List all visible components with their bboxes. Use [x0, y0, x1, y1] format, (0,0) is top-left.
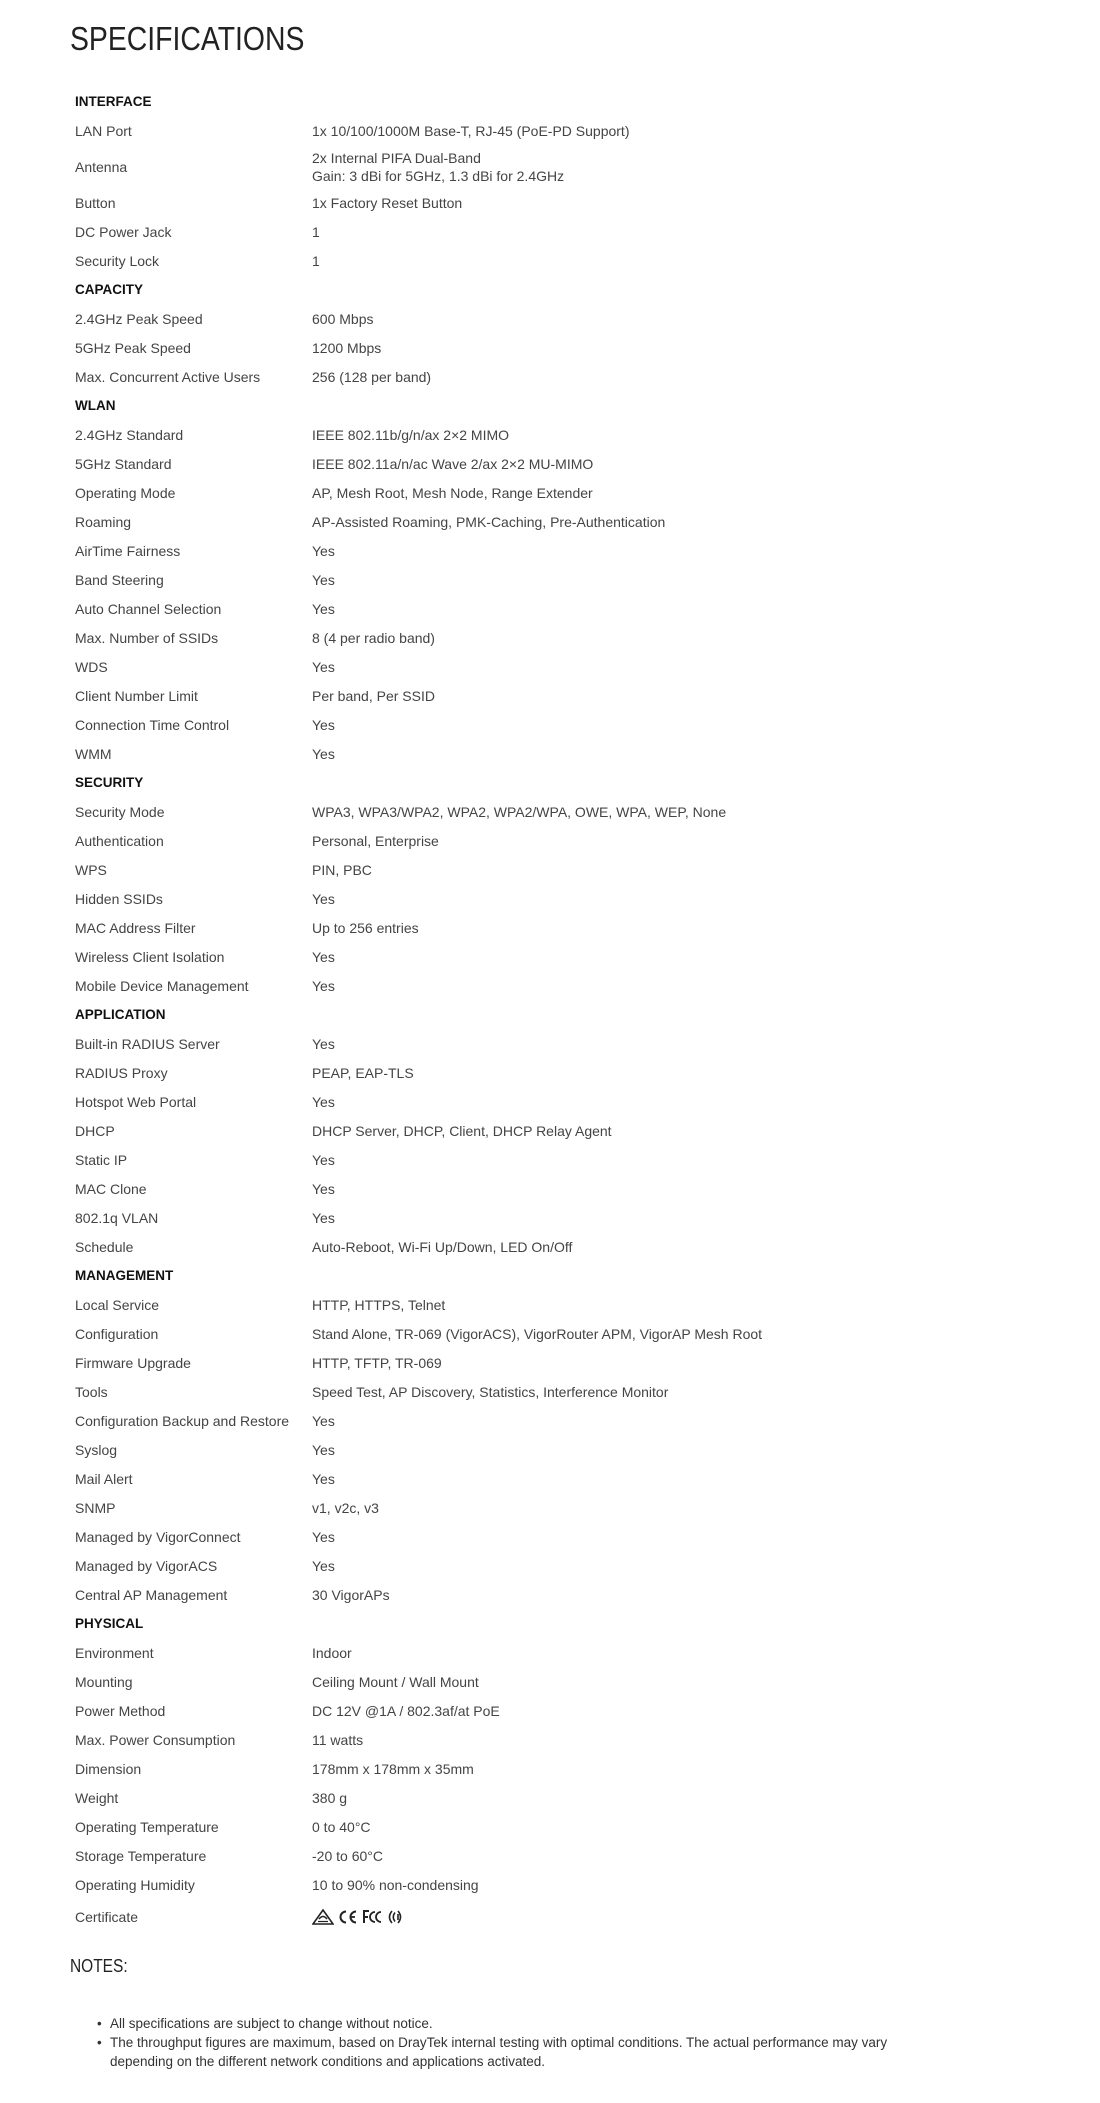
spec-key: WMM — [75, 745, 112, 762]
spec-key: Max. Number of SSIDs — [75, 629, 219, 646]
section-header-management — [70, 1261, 970, 1290]
spec-row-2-4ghz-standard — [70, 420, 970, 449]
spec-key: Static IP — [75, 1151, 128, 1168]
spec-row-storage-temperature — [70, 1841, 970, 1870]
spec-row-dimension — [70, 1754, 970, 1783]
ncc-mark-icon — [387, 1909, 405, 1925]
spec-value: WPA3, WPA3/WPA2, WPA2, WPA2/WPA, OWE, WPA, WEP, None — [312, 803, 727, 820]
spec-key: Firmware Upgrade — [75, 1354, 191, 1371]
spec-value: 11 watts — [312, 1731, 364, 1748]
spec-row-central-ap-management — [70, 1580, 970, 1609]
spec-row-wps — [70, 855, 970, 884]
spec-row-firmware-upgrade — [70, 1348, 970, 1377]
section-header-physical — [70, 1609, 970, 1638]
spec-row-syslog — [70, 1435, 970, 1464]
spec-value: DHCP Server, DHCP, Client, DHCP Relay Agent — [312, 1122, 612, 1139]
spec-key: Managed by VigorConnect — [75, 1528, 241, 1545]
notes-title: NOTES: — [70, 1956, 128, 1976]
spec-value: AP, Mesh Root, Mesh Node, Range Extender — [312, 484, 593, 501]
spec-value: Per band, Per SSID — [312, 687, 435, 704]
spec-key: LAN Port — [75, 122, 132, 139]
spec-row-radius-proxy — [70, 1058, 970, 1087]
note-item: • All specifications are subject to change without notice. — [110, 2014, 940, 2033]
spec-value: AP-Assisted Roaming, PMK-Caching, Pre-Authentication — [312, 513, 666, 530]
spec-key: Syslog — [75, 1441, 118, 1458]
spec-row-mounting — [70, 1667, 970, 1696]
spec-key: Local Service — [75, 1296, 160, 1313]
spec-key: Environment — [75, 1644, 154, 1661]
spec-value: 1200 Mbps — [312, 339, 382, 356]
spec-row-5ghz-standard — [70, 449, 970, 478]
spec-row-wmm — [70, 739, 970, 768]
spec-row-mobile-device-management — [70, 971, 970, 1000]
section-header-application — [70, 1000, 970, 1029]
spec-value: 380 g — [312, 1789, 348, 1806]
spec-value: Yes — [312, 658, 335, 675]
page-title: SPECIFICATIONS — [70, 20, 305, 57]
spec-value-line: 2x Internal PIFA Dual-Band — [312, 149, 481, 166]
spec-row-hidden-ssids — [70, 884, 970, 913]
spec-row-managed-by-vigorconnect — [70, 1522, 970, 1551]
spec-row-static-ip — [70, 1145, 970, 1174]
spec-value-line: Gain: 3 dBi for 5GHz, 1.3 dBi for 2.4GHz — [312, 167, 565, 184]
section-title: MANAGEMENT — [75, 1268, 174, 1283]
specifications-page — [70, 0, 1030, 2069]
spec-key: RADIUS Proxy — [75, 1064, 168, 1081]
spec-key: Auto Channel Selection — [75, 600, 222, 617]
spec-row-snmp — [70, 1493, 970, 1522]
spec-key: Storage Temperature — [75, 1847, 207, 1864]
spec-key: Mounting — [75, 1673, 133, 1690]
spec-key: Connection Time Control — [75, 716, 230, 733]
spec-row-antenna — [70, 145, 970, 188]
spec-key: 802.1q VLAN — [75, 1209, 159, 1226]
spec-key: Mobile Device Management — [75, 977, 249, 994]
spec-key: 2.4GHz Peak Speed — [75, 310, 203, 327]
spec-value: Yes — [312, 1528, 335, 1545]
spec-row-button — [70, 188, 970, 217]
spec-value: Yes — [312, 1209, 335, 1226]
spec-row-max-power-consumption — [70, 1725, 970, 1754]
spec-value: Yes — [312, 1180, 335, 1197]
spec-value: 256 (128 per band) — [312, 368, 432, 385]
spec-key: Roaming — [75, 513, 132, 530]
spec-value: HTTP, TFTP, TR-069 — [312, 1354, 442, 1371]
spec-value: Yes — [312, 716, 335, 733]
spec-key: SNMP — [75, 1499, 116, 1516]
spec-key: 5GHz Standard — [75, 455, 172, 472]
spec-value: 1 — [312, 223, 320, 240]
spec-value — [307, 145, 970, 188]
fcc-mark-icon — [362, 1909, 384, 1925]
spec-value: Yes — [312, 1093, 335, 1110]
spec-key: Power Method — [75, 1702, 166, 1719]
spec-key: Weight — [75, 1789, 119, 1806]
spec-key: Configuration — [75, 1325, 159, 1342]
spec-key: MAC Address Filter — [75, 919, 196, 936]
spec-row-local-service — [70, 1290, 970, 1319]
spec-key: Max. Power Consumption — [75, 1731, 236, 1748]
spec-value: Yes — [312, 977, 335, 994]
spec-row-band-steering — [70, 565, 970, 594]
spec-key: DHCP — [75, 1122, 115, 1139]
spec-row-built-in-radius-server — [70, 1029, 970, 1058]
spec-value: 30 VigorAPs — [312, 1586, 390, 1603]
spec-row-lan-port — [70, 116, 970, 145]
spec-value: v1, v2c, v3 — [312, 1499, 379, 1516]
spec-row-hotspot-web-portal — [70, 1087, 970, 1116]
spec-row-environment — [70, 1638, 970, 1667]
spec-value: Ceiling Mount / Wall Mount — [312, 1673, 479, 1690]
spec-value: 600 Mbps — [312, 310, 374, 327]
spec-value: Yes — [312, 542, 335, 559]
spec-value: DC 12V @1A / 802.3af/at PoE — [312, 1702, 500, 1719]
section-title: PHYSICAL — [75, 1616, 144, 1631]
spec-key: Built-in RADIUS Server — [75, 1035, 220, 1052]
spec-row-mac-clone — [70, 1174, 970, 1203]
spec-row-schedule — [70, 1232, 970, 1261]
spec-value: 1x 10/100/1000M Base-T, RJ-45 (PoE-PD Support) — [312, 122, 630, 139]
spec-value: Yes — [312, 600, 335, 617]
specifications-table — [70, 87, 970, 1934]
spec-row-operating-temperature — [70, 1812, 970, 1841]
spec-row-max-concurrent-active-users — [70, 362, 970, 391]
spec-value: 178mm x 178mm x 35mm — [312, 1760, 474, 1777]
spec-value: 1 — [312, 252, 320, 269]
spec-row-weight — [70, 1783, 970, 1812]
section-header-interface — [70, 87, 970, 116]
spec-key: Wireless Client Isolation — [75, 948, 225, 965]
spec-key: Operating Temperature — [75, 1818, 219, 1835]
notes-list — [110, 2014, 940, 2071]
spec-row-configuration — [70, 1319, 970, 1348]
section-title: APPLICATION — [75, 1007, 166, 1022]
spec-row-5ghz-peak-speed — [70, 333, 970, 362]
spec-row-max-number-of-ssids — [70, 623, 970, 652]
spec-row-connection-time-control — [70, 710, 970, 739]
spec-value: Auto-Reboot, Wi-Fi Up/Down, LED On/Off — [312, 1238, 573, 1255]
section-title: WLAN — [75, 398, 116, 413]
section-header-capacity — [70, 275, 970, 304]
note-item: • The throughput figures are maximum, based on DrayTek internal testing with optimal conditions. The actual performance may vary depending on the different network conditions and applications activated. — [110, 2033, 940, 2071]
section-title: SECURITY — [75, 775, 144, 790]
spec-value: PEAP, EAP-TLS — [312, 1064, 414, 1081]
spec-value: Up to 256 entries — [312, 919, 419, 936]
spec-key: WPS — [75, 861, 107, 878]
spec-value: 8 (4 per radio band) — [312, 629, 435, 646]
spec-value: 10 to 90% non-condensing — [312, 1876, 479, 1893]
spec-value: Yes — [312, 1151, 335, 1168]
spec-key: 2.4GHz Standard — [75, 426, 184, 443]
spec-value: IEEE 802.11b/g/n/ax 2×2 MIMO — [312, 426, 510, 443]
spec-key: Hotspot Web Portal — [75, 1093, 197, 1110]
spec-key: Operating Mode — [75, 484, 176, 501]
spec-value: 0 to 40°C — [312, 1818, 371, 1835]
spec-key: Operating Humidity — [75, 1876, 195, 1893]
spec-value: Yes — [312, 890, 335, 907]
spec-key: AirTime Fairness — [75, 542, 181, 559]
spec-row-wireless-client-isolation — [70, 942, 970, 971]
spec-key: Client Number Limit — [75, 687, 198, 704]
spec-key: Button — [75, 194, 116, 211]
spec-key: Certificate — [75, 1908, 139, 1925]
spec-row-mail-alert — [70, 1464, 970, 1493]
spec-key: Configuration Backup and Restore — [75, 1412, 290, 1429]
spec-row-managed-by-vigoracs — [70, 1551, 970, 1580]
section-header-security — [70, 768, 970, 797]
certificate-icons — [312, 1909, 405, 1925]
spec-key: Max. Concurrent Active Users — [75, 368, 261, 385]
spec-key: Authentication — [75, 832, 164, 849]
spec-key: MAC Clone — [75, 1180, 147, 1197]
spec-key: Security Mode — [75, 803, 165, 820]
spec-key: Tools — [75, 1383, 108, 1400]
spec-row-2-4ghz-peak-speed — [70, 304, 970, 333]
spec-value: Yes — [312, 1441, 335, 1458]
spec-value: Yes — [312, 1557, 335, 1574]
spec-row-auto-channel-selection — [70, 594, 970, 623]
spec-row-802-1q-vlan — [70, 1203, 970, 1232]
spec-key: DC Power Jack — [75, 223, 172, 240]
spec-row-operating-mode — [70, 478, 970, 507]
rcm-mark-icon — [312, 1909, 334, 1925]
spec-row-client-number-limit — [70, 681, 970, 710]
spec-value: Speed Test, AP Discovery, Statistics, Interference Monitor — [312, 1383, 669, 1400]
spec-row-tools — [70, 1377, 970, 1406]
spec-key: 5GHz Peak Speed — [75, 339, 191, 356]
spec-value: Yes — [312, 745, 335, 762]
spec-value: Yes — [312, 571, 335, 588]
spec-key: Band Steering — [75, 571, 164, 588]
spec-row-security-mode — [70, 797, 970, 826]
spec-value: HTTP, HTTPS, Telnet — [312, 1296, 446, 1313]
spec-value: 1x Factory Reset Button — [312, 194, 463, 211]
spec-key: Antenna — [75, 158, 128, 175]
spec-row-authentication — [70, 826, 970, 855]
spec-value: Yes — [312, 1035, 335, 1052]
spec-value: Yes — [312, 1412, 335, 1429]
spec-value: -20 to 60°C — [312, 1847, 383, 1864]
spec-row-power-method — [70, 1696, 970, 1725]
spec-value — [307, 1899, 970, 1934]
spec-row-operating-humidity — [70, 1870, 970, 1899]
section-header-wlan — [70, 391, 970, 420]
spec-row-airtime-fairness — [70, 536, 970, 565]
spec-value: Stand Alone, TR-069 (VigorACS), VigorRouter APM, VigorAP Mesh Root — [312, 1325, 763, 1342]
spec-key: Central AP Management — [75, 1586, 228, 1603]
spec-row-certificate — [70, 1899, 970, 1934]
spec-key: Security Lock — [75, 252, 160, 269]
spec-row-mac-address-filter — [70, 913, 970, 942]
spec-value: IEEE 802.11a/n/ac Wave 2/ax 2×2 MU-MIMO — [312, 455, 594, 472]
section-title: CAPACITY — [75, 282, 144, 297]
spec-value: Indoor — [312, 1644, 352, 1661]
spec-value: Yes — [312, 1470, 335, 1487]
spec-key: WDS — [75, 658, 108, 675]
ce-mark-icon — [337, 1909, 359, 1925]
spec-row-dc-power-jack — [70, 217, 970, 246]
spec-key: Managed by VigorACS — [75, 1557, 218, 1574]
spec-key: Hidden SSIDs — [75, 890, 163, 907]
spec-value: Yes — [312, 948, 335, 965]
spec-key: Schedule — [75, 1238, 134, 1255]
spec-row-security-lock — [70, 246, 970, 275]
spec-row-roaming — [70, 507, 970, 536]
spec-value: Personal, Enterprise — [312, 832, 439, 849]
spec-row-dhcp — [70, 1116, 970, 1145]
spec-key: Dimension — [75, 1760, 142, 1777]
section-title: INTERFACE — [75, 94, 152, 109]
spec-row-wds — [70, 652, 970, 681]
spec-key: Mail Alert — [75, 1470, 133, 1487]
spec-value: PIN, PBC — [312, 861, 372, 878]
spec-row-configuration-backup-and-restore — [70, 1406, 970, 1435]
